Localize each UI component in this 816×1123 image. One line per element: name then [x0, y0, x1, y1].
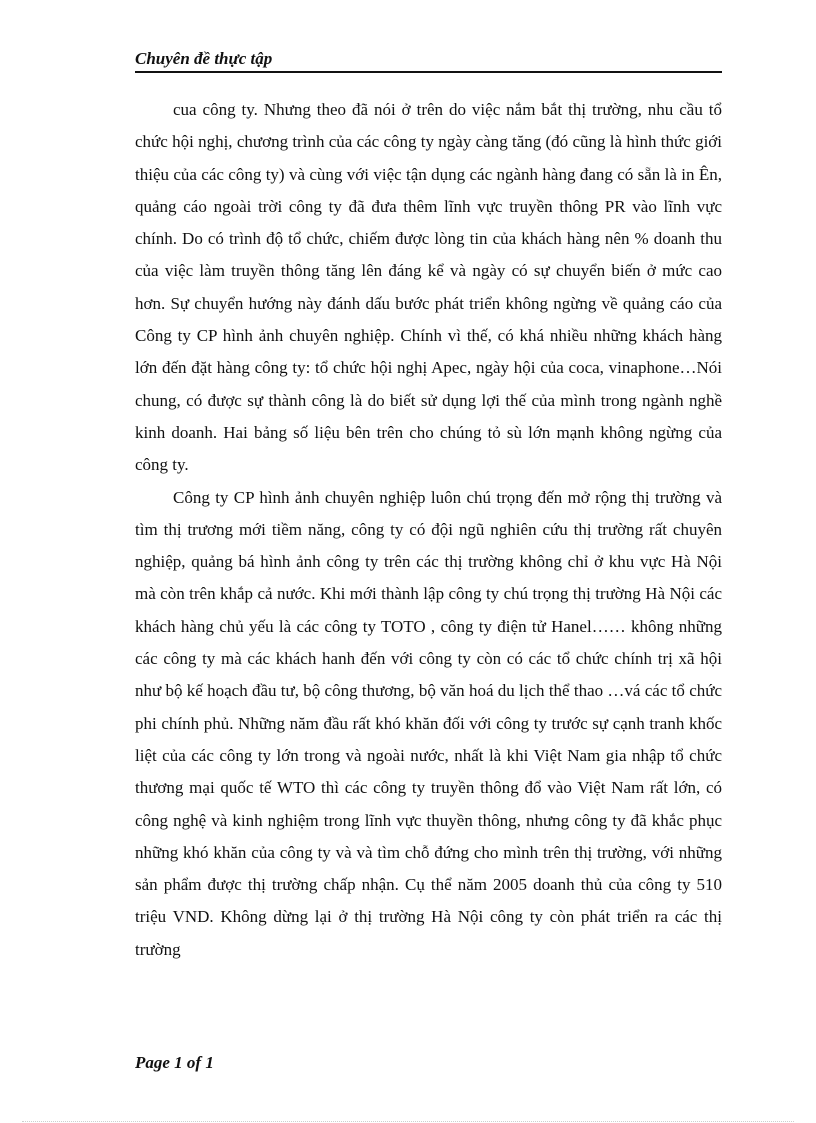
- page-header: [135, 48, 722, 73]
- paragraph-2: Công ty CP hình ảnh chuyên nghiệp luôn chú trọng đến mở rộng thị trường và tìm thị trương mới tiềm năng, công ty có đội ngũ nghiên cứu thị trường rất chuyên nghiệp, quảng bá hình ảnh công ty trên các thị trường không chỉ ở khu vực Hà Nội mà còn trên khắp cả nước. Khi mới thành lập công ty chú trọng thị trường Hà Nội các khách hàng chủ yếu là các công ty TOTO , công ty điện tử Hanel…… không những các công ty mà các khách hanh đến với công ty còn có các tổ chức chính trị xã hội như bộ kế hoạch đầu tư, bộ công thương, bộ văn hoá du lịch thể thao …vá các tổ chức phi chính phủ. Những năm đầu rất khó khăn đối với công ty trước sự cạnh tranh khốc liệt của các công ty lớn trong và ngoài nước, nhất là khi Việt Nam gia nhập tổ chức thương mại quốc tế WTO thì các công ty truyền thông đổ vào Việt Nam rất lớn, có công nghệ và kinh nghiệm trong lĩnh vực thuyền thông, nhưng công ty đã khắc phục những khó khăn của công ty và và tìm chỗ đứng cho mình trên thị trường, với những sản phẩm được thị trường chấp nhận. Cụ thể năm 2005 doanh thủ của công ty 510 triệu VND. Không dừng lại ở thị trường Hà Nội công ty còn phát triển ra các thị trường: [135, 487, 722, 959]
- document-body: [135, 94, 722, 966]
- header-title: Chuyên đề thực tập: [135, 49, 273, 68]
- paragraph-1: cua công ty. Nhưng theo đã nói ở trên do việc nắm bắt thị trường, nhu cầu tổ chức hội nghị, chương trình của các công ty ngày càng tăng (đó cũng là hình thức giới thiệu của các công ty) và cùng với việc tận dụng các ngành hàng đang có sẵn là in Ên, quảng cáo ngoài trời công ty đã đưa thêm lĩnh vực truyền thông PR vào lĩnh vực chính. Do có trình độ tổ chức, chiếm được lòng tin của khách hàng nên % doanh thu của việc làm truyền thông tăng lên đáng kể và ngày có sự chuyển biến ở mức cao hơn. Sự chuyển hướng này đánh dấu bước phát triển không ngừng về quảng cáo của Công ty CP hình ảnh chuyên nghiệp. Chính vì thế, có khá nhiều những khách hàng lớn đến đặt hàng công ty: tổ chức hội nghị Apec, ngày hội của coca, vinaphone…Nói chung, có được sự thành công là do biết sử dụng lợi thế của mình trong ngành nghề kinh doanh. Hai bảng số liệu bên trên cho chúng tỏ sù lớn mạnh không ngừng của công ty.: [135, 100, 722, 475]
- page-bottom-divider: [22, 1121, 794, 1122]
- page-footer: Page 1 of 1: [135, 1053, 214, 1072]
